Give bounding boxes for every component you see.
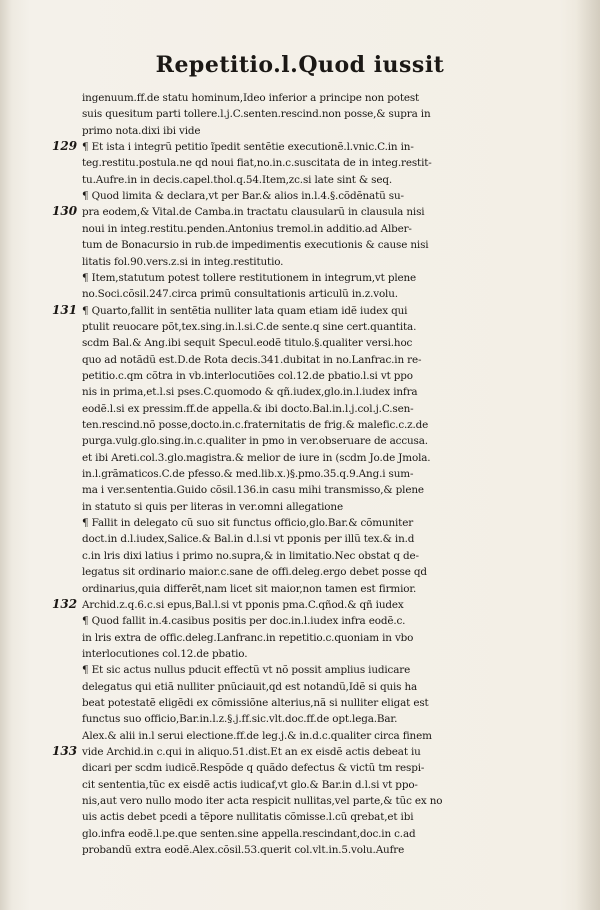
text-line: ¶ Et ista i integrũ petitio ĩpedit sentẽtie executionẽ.l.vnic.C.in in- — [82, 141, 414, 154]
text-line: vide Archid.in c.qui in aliquo.51.dist.Et an ex eisdẽ actis debeat iu — [82, 746, 421, 758]
text-line: primo nota.dixi ibi vide — [82, 124, 201, 137]
text-line: ¶ Quod limita & declara,vt per Bar.& alios in.l.4.§.cõdẽnatũ su- — [82, 190, 404, 203]
text-line: nis in prima,et.l.si pses.C.quomodo & qñ.iudex,glo.in.l.iudex infra — [82, 386, 418, 399]
text-line: tum de Bonacursio in rub.de impedimentis executionis & cause nisi — [82, 239, 429, 252]
text-line: petitio.c.qm cõtra in vb.interlocutiões col.12.de pbatio.l.si vt ppo — [82, 369, 413, 382]
text-line: pra eodem,& Vital.de Camba.in tractatu clausularũ in clausula nisi — [82, 206, 425, 219]
text-line: ¶ Quod fallit in.4.casibus positis per doc.in.l.iudex infra eodẽ.c. — [82, 615, 406, 628]
text-line: ¶ Item,statutum potest tollere restitutionem in integrum,vt plene — [82, 271, 417, 284]
margin-number: 133 — [52, 744, 78, 758]
text-line: uis actis debet pcedi a tẽpore nullitatis cõmisse.l.cũ qrebat,et ibi — [82, 811, 414, 824]
text-line: in lris extra de offic.deleg.Lanfranc.in repetitio.c.quoniam in vbo — [82, 631, 414, 644]
text-line: Alex.& alii in.l serui electione.ff.de leg.j.& in.d.c.qualiter circa finem — [82, 729, 432, 742]
text-line: probandũ extra eodẽ.Alex.cõsil.53.querit col.vlt.in.5.volu.Aufre — [82, 844, 405, 857]
text-line: glo.infra eodẽ.l.pe.que senten.sine appella.rescindant,doc.in c.ad — [82, 827, 416, 840]
text-line: Archid.z.q.6.c.si epus,Bal.l.si vt pponis pma.C.qñod.& qñ iudex — [82, 598, 404, 611]
margin-number: 132 — [52, 596, 78, 611]
text-line: functus suo officio,Bar.in.l.z.§.j.ff.sic.vlt.doc.ff.de opt.lega.Bar. — [82, 713, 398, 726]
text-line: delegatus qui etiã nulliter pnũciauit,qd est notandũ,Idẽ si quis ha — [82, 680, 418, 693]
text-line: noui in integ.restitu.penden.Antonius tremol.in additio.ad Alber- — [82, 222, 412, 235]
text-line: ma i ver.sententia.Guido cõsil.136.in casu mihi transmisso,& plene — [82, 484, 424, 497]
text-line: quo ad notãdũ est.D.de Rota decis.341.dubitat in no.Lanfrac.in re- — [82, 353, 422, 366]
text-line: legatus sit ordinario maior.c.sane de offi.deleg.ergo debet posse qd — [82, 566, 427, 579]
text-line: in.l.grãmaticos.C.de pfesso.& med.lib.x.)§.pmo.35.q.9.Ang.i sum- — [82, 468, 414, 481]
margin-number: 131 — [52, 302, 78, 317]
text-line: tu.Aufre.in in decis.capel.thol.q.54.Item,zc.si late sint & seq. — [82, 173, 393, 186]
text-line: ten.rescind.nõ posse,docto.in.c.fraternitatis de frig.& malefic.c.z.de — [82, 419, 429, 431]
text-line: ¶ Fallit in delegato cũ suo sit functus officio,glo.Bar.& cõmuniter — [82, 517, 414, 530]
text-line: suis quesitum parti tollere.l.j.C.senten.rescind.non posse,& supra in — [82, 108, 431, 121]
text-line: dicari per scdm iudicẽ.Respõde q quãdo defectus & victũ tm respi- — [82, 762, 425, 775]
margin-number: 130 — [52, 204, 78, 219]
text-line: ingenuum.ff.de statu hominum,Ideo inferior a principe non potest — [82, 92, 420, 104]
text-line: beat potestatẽ eligẽdi ex cõmissiõne alterius,nã si nulliter eligat est — [82, 696, 429, 709]
text-line: eodẽ.l.si ex pressim.ff.de appella.& ibi docto.Bal.in.l.j.col.j.C.sen- — [82, 402, 414, 415]
text-line: ordinarius,quia differẽt,nam licet sit maior,non tamen est firmior. — [82, 582, 417, 595]
text-line: et ibi Areti.col.3.glo.magistra.& melior de iure in (scdm Jo.de Jmola. — [82, 451, 431, 464]
page-edge-shadow — [576, 0, 600, 910]
text-line: ¶ Quarto,fallit in sentẽtia nulliter lata quam etiam idẽ iudex qui — [82, 304, 408, 317]
text-line: teg.restitu.postula.ne qd noui fiat,no.in.c.suscitata de in integ.restit- — [82, 157, 432, 170]
text-line: purga.vulg.glo.sing.in.c.qualiter in pmo in ver.obseruare de accusa. — [82, 435, 428, 448]
text-line: doct.in d.l.iudex,Salice.& Bal.in d.l.si vt pponis per illũ tex.& in.d — [82, 533, 415, 546]
text-line: scdm Bal.& Ang.ibi sequit Specul.eodẽ titulo.§.qualiter versi.hoc — [82, 337, 413, 350]
text-line: ¶ Et sic actus nullus pducit effectũ vt nõ possit amplius iudicare — [82, 664, 411, 677]
text-line: interlocutiones col.12.de pbatio. — [82, 647, 248, 660]
text-line: ptulit reuocare põt,tex.sing.in.l.si.C.de sente.q sine cert.quantita. — [82, 320, 417, 333]
text-line: c.in lris dixi latius i primo no.supra,& in limitatio.Nec obstat q de- — [82, 549, 419, 562]
margin-number: 129 — [52, 139, 78, 154]
text-line: cit sententia,tũc ex eisdẽ actis iudicaf,vt glo.& Bar.in d.l.si vt ppo- — [82, 778, 418, 791]
text-line: nis,aut vero nullo modo iter acta respicit nullitas,vel parte,& tũc ex no — [82, 795, 443, 808]
text-line: no.Soci.cõsil.247.circa primũ consultationis articulũ in.z.volu. — [82, 288, 398, 301]
text-line: litatis fol.90.vers.z.si in integ.restitutio. — [82, 255, 284, 268]
page-title: Repetitio.l.Quod iussit — [155, 52, 445, 78]
text-line: in statuto si quis per literas in ver.omni allegatione — [82, 500, 343, 513]
